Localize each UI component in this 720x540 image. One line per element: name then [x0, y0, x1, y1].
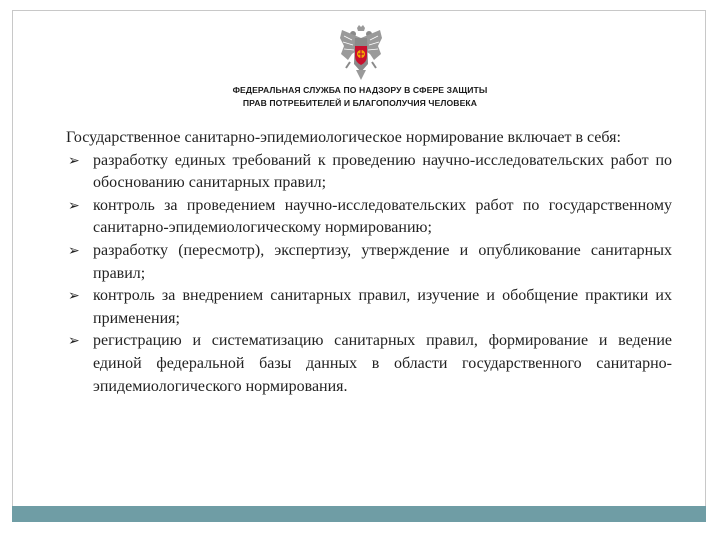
- double-headed-eagle-emblem-icon: [338, 24, 384, 82]
- list-item: [66, 330, 672, 398]
- list-item: [66, 240, 672, 285]
- intro-text: Государственное санитарно-эпидемиологическое нормирование включает в себя:: [66, 129, 621, 146]
- arrow-bullet-icon: ➢: [68, 333, 80, 350]
- arrow-bullet-icon: ➢: [68, 242, 80, 259]
- arrow-bullet-icon: ➢: [68, 288, 80, 305]
- list-item-text: контроль за внедрением санитарных правил, изучение и обобщение практики их применения;: [93, 287, 672, 327]
- arrow-bullet-icon: ➢: [68, 197, 80, 214]
- list-item-text: контроль за проведением научно-исследовательских работ по государственному санитарно-эпидемиологическому нормированию;: [93, 196, 672, 237]
- bullet-list: [66, 150, 672, 399]
- list-item: [66, 195, 672, 240]
- list-item-text: регистрацию и систематизацию санитарных правил, формирование и ведение единой федеральной базы данных в области государственного санитарно-эпидемиологического нормирования.: [93, 332, 672, 395]
- list-item: [66, 285, 672, 330]
- organization-name-line-2: ПРАВ ПОТРЕБИТЕЛЕЙ И БЛАГОПОЛУЧИЯ ЧЕЛОВЕКА: [242, 98, 478, 108]
- list-item-text: разработку (пересмотр), экспертизу, утверждение и опубликование санитарных правил;: [93, 241, 672, 282]
- organization-name-line-1: ФЕДЕРАЛЬНАЯ СЛУЖБА ПО НАДЗОРУ В СФЕРЕ ЗАЩИТЫ: [232, 85, 488, 95]
- slide-content: [66, 127, 672, 398]
- list-item-text: разработку единых требований к проведению научно-исследовательских работ по обоснованию санитарных правил;: [93, 151, 672, 192]
- arrow-bullet-icon: ➢: [68, 152, 80, 169]
- bottom-accent-bar: [12, 506, 706, 522]
- list-item: [66, 150, 672, 195]
